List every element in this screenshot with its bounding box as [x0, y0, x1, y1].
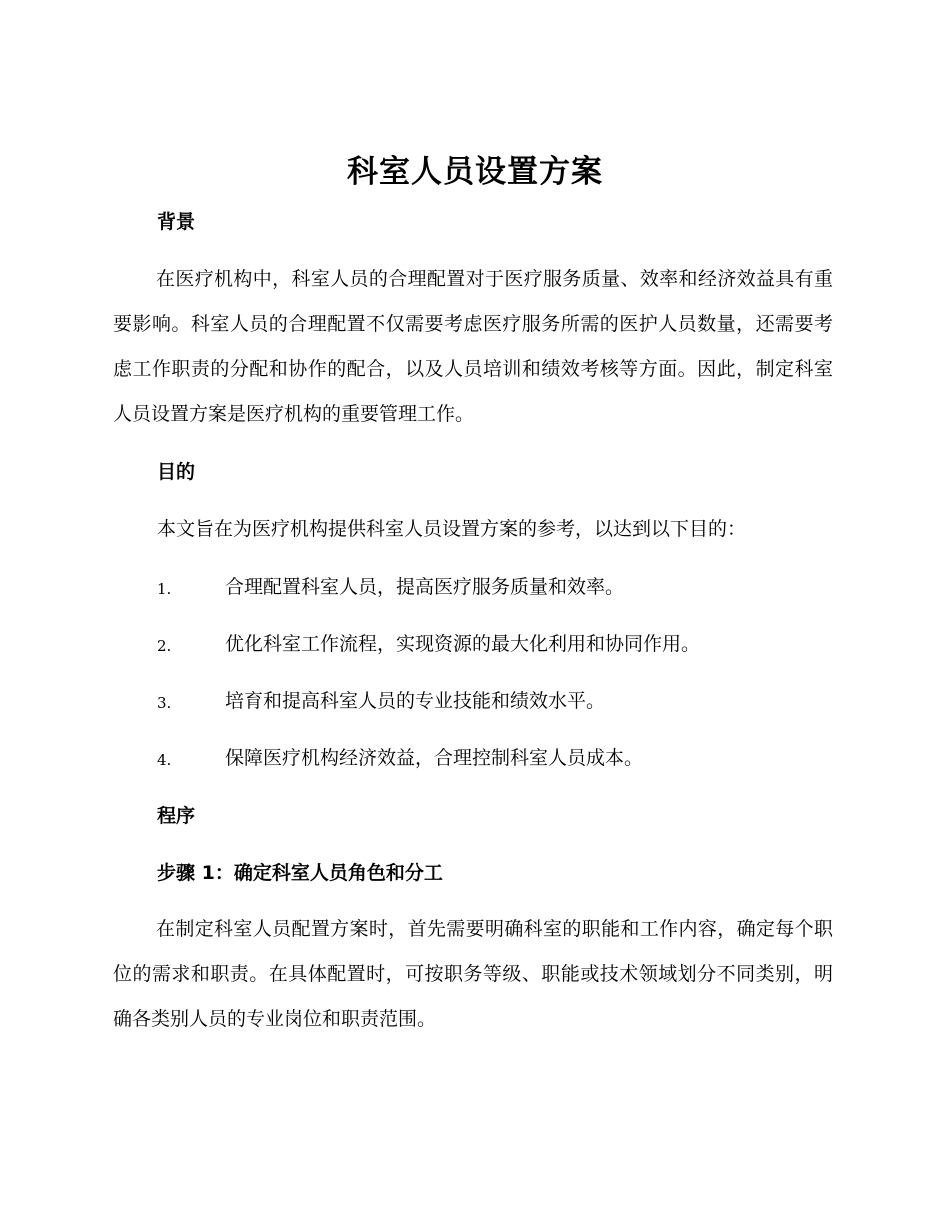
step1-heading: 步骤 1：确定科室人员角色和分工 [157, 862, 443, 884]
list-item-text: 保障医疗机构经济效益，合理控制科室人员成本。 [225, 747, 644, 769]
list-number: 4. [157, 751, 172, 769]
background-paragraph: 在医疗机构中，科室人员的合理配置对于医疗服务质量、效率和经济效益具有重要影响。科室人员的合理配置不仅需要考虑医疗服务所需的医护人员数量，还需要考虑工作职责的分配和协作的配合，以及人员培训和绩效考核等方面。因此，制定科室人员设置方案是医疗机构的重要管理工作。 [113, 268, 833, 425]
procedure-heading: 程序 [157, 805, 196, 827]
list-item-text: 培育和提高科室人员的专业技能和绩效水平。 [225, 690, 606, 712]
list-number: 2. [157, 637, 172, 655]
background-heading: 背景 [157, 211, 196, 233]
list-item-text: 优化科室工作流程，实现资源的最大化利用和协同作用。 [225, 633, 701, 655]
list-number: 3. [157, 694, 172, 712]
list-item-text: 合理配置科室人员，提高医疗服务质量和效率。 [225, 576, 625, 598]
list-number: 1. [157, 580, 172, 598]
purpose-list-item [157, 573, 857, 601]
document-title: 科室人员设置方案 [347, 154, 603, 190]
step1-paragraph: 在制定科室人员配置方案时，首先需要明确科室的职能和工作内容，确定每个职位的需求和职责。在具体配置时，可按职务等级、职能或技术领域划分不同类别，明确各类别人员的专业岗位和职责范围。 [113, 918, 833, 1030]
purpose-intro: 本文旨在为医疗机构提供科室人员设置方案的参考，以达到以下目的： [157, 518, 747, 540]
purpose-list-item [157, 630, 857, 658]
purpose-heading: 目的 [157, 461, 196, 483]
purpose-list-item [157, 744, 857, 772]
purpose-list-item [157, 687, 857, 715]
